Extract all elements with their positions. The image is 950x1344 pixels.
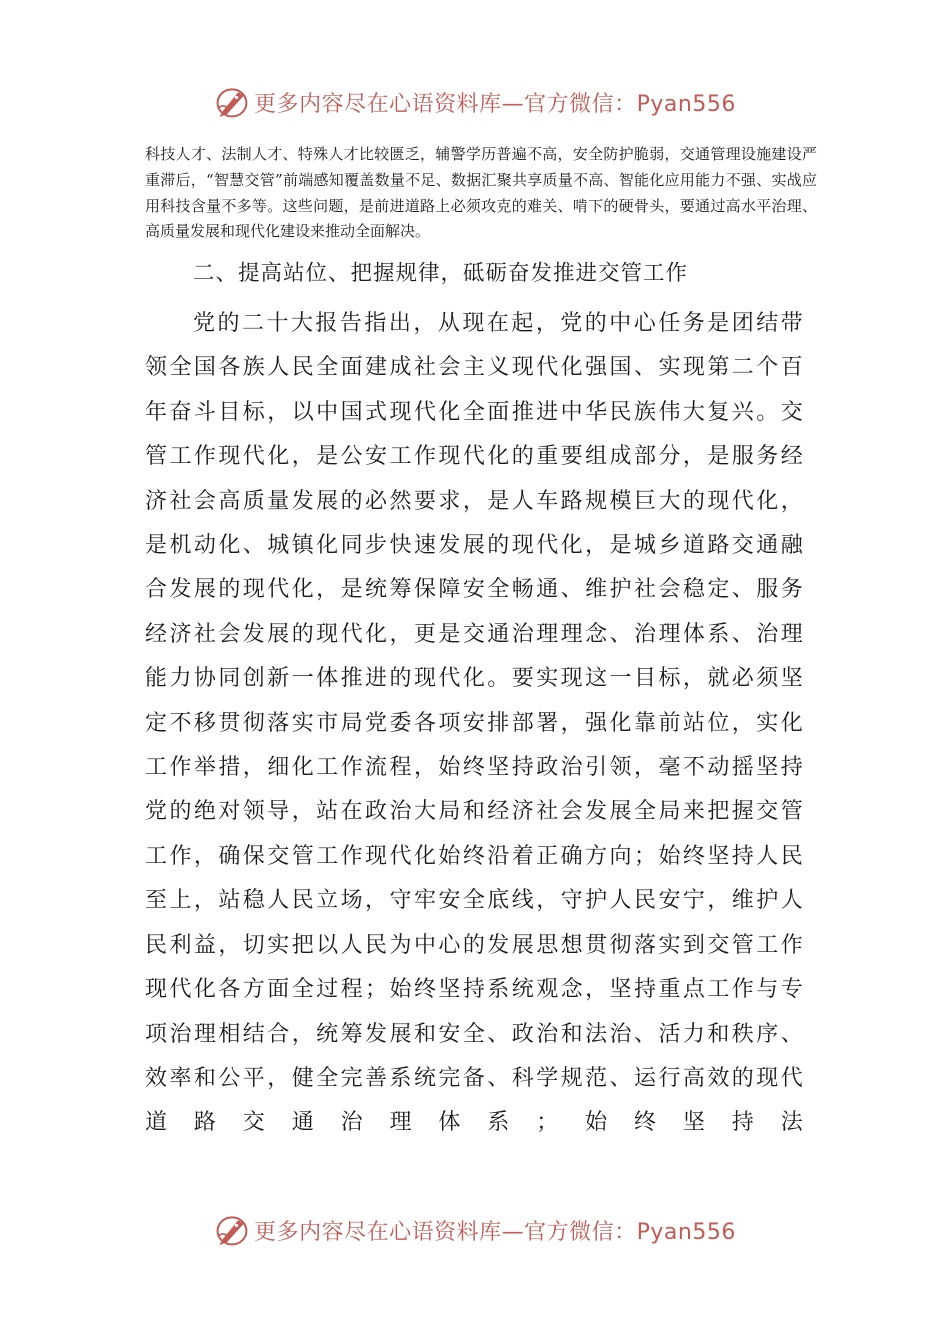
watermark-text-top: 更多内容尽在心语资料库—官方微信：Pyan556 [254, 91, 736, 117]
pen-nib-logo-icon [214, 1212, 250, 1248]
watermark-text-bottom: 更多内容尽在心语资料库—官方微信：Pyan556 [254, 1219, 736, 1245]
watermark-banner-bottom [0, 1208, 950, 1252]
intro-paragraph: 科技人才、法制人才、特殊人才比较匮乏，辅警学历普遍不高，安全防护脆弱，交通管理设施建设严重滞后，“智慧交管”前端感知覆盖数量不足、数据汇聚共享质量不高、智能化应用能力不强、实战应用科技含量不多等。这些问题，是前进道路上必须攻克的难关、啃下的硬骨头，要通过高水平治理、高质量发展和现代化建设来推动全面解决。 [145, 145, 817, 241]
pen-nib-logo-icon [214, 84, 250, 120]
body-paragraph: 党的二十大报告指出，从现在起，党的中心任务是团结带领全国各族人民全面建成社会主义现代化强国、实现第二个百年奋斗目标，以中国式现代化全面推进中华民族伟大复兴。交管工作现代化，是公安工作现代化的重要组成部分，是服务经济社会高质量发展的必然要求，是人车路规模巨大的现代化，是机动化、城镇化同步快速发展的现代化，是城乡道路交通融合发展的现代化，是统筹保障安全畅通、维护社会稳定、服务经济社会发展的现代化，更是交通治理理念、治理体系、治理能力协同创新一体推进的现代化。要实现这一目标，就必须坚定不移贯彻落实市局党委各项安排部署，强化靠前站位，实化工作举措，细化工作流程，始终坚持政治引领，毫不动摇坚持党的绝对领导，站在政治大局和经济社会发展全局来把握交管工作，确保交管工作现代化始终沿着正确方向；始终坚持人民至上，站稳人民立场，守牢安全底线，守护人民安宁，维护人民利益，切实把以人民为中心的发展思想贯彻落实到交管工作现代化各方面全过程；始终坚持系统观念，坚持重点工作与专项治理相结合，统筹发展和安全、政治和法治、活力和秩序、效率和公平，健全完善系统完备、科学规范、运行高效的现代道路交通治理体系；始终坚持法 [145, 311, 805, 1136]
section-heading: 二、提高站位、把握规律，砥砺奋发推进交管工作 [193, 261, 689, 286]
watermark-banner-top [0, 80, 950, 124]
